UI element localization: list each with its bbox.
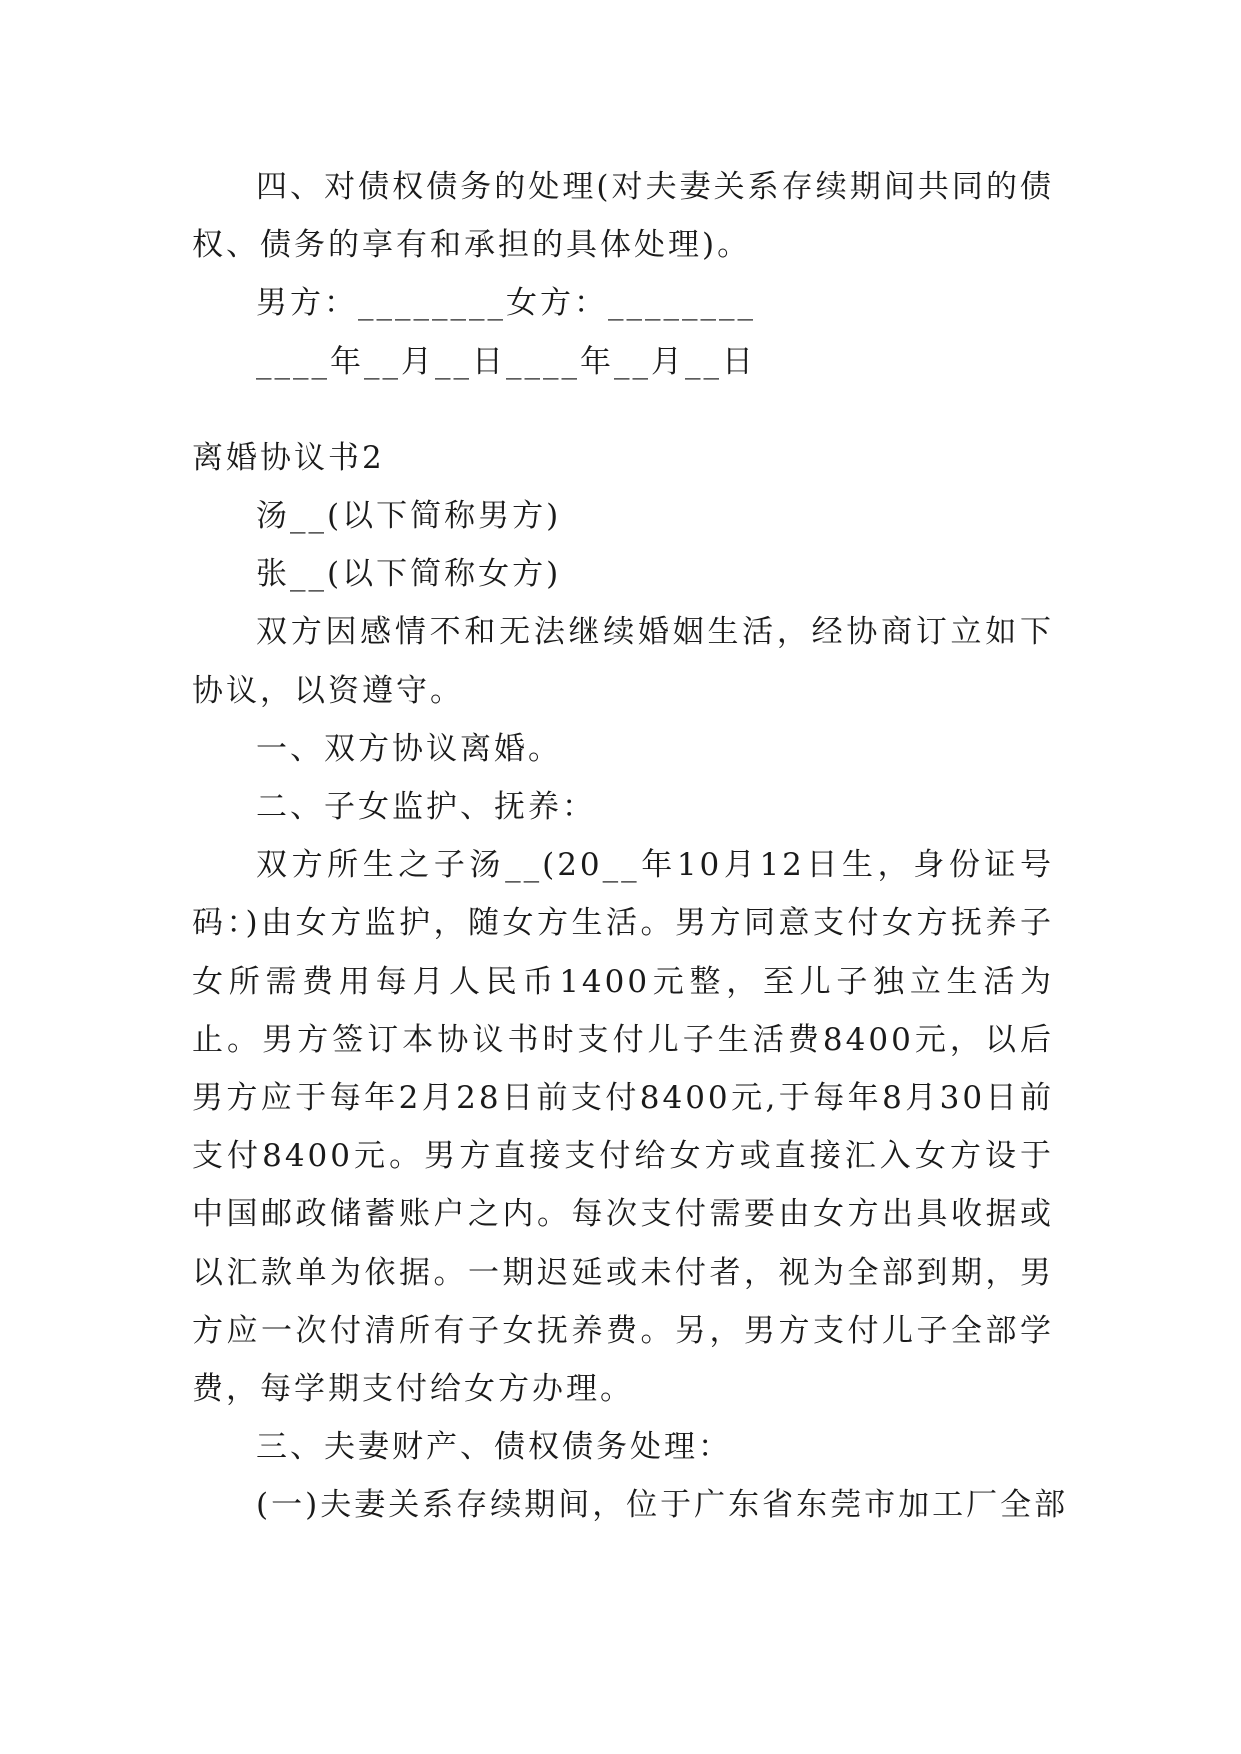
party-male: 汤__(以下简称男方) xyxy=(256,498,562,535)
section-four-heading: 四、对债权债务的处理(对夫妻关系存续期间共同的债权、债务的享有和承担的具体处理)。 xyxy=(192,169,1054,264)
section-gap xyxy=(192,391,1054,429)
document-title: 离婚协议书2 xyxy=(192,439,385,476)
preamble-paragraph: 双方因感情不和无法继续婚姻生活，经协商订立如下协议，以资遵守。 xyxy=(192,614,1054,709)
clause-two-body: 双方所生之子汤__(20__年10月12日生，身份证号码：)由女方监护，随女方生活。男方同意支付女方抚养子女所需费用每月人民币1400元整，至儿子独立生活为止。男方签订本协议书时支付儿子生活费8400元，以后男方应于每年2月28日前支付8400元,于每年8月30日前支付8400元。男方直接支付给女方或直接汇入女方设于中国邮政储蓄账户之内。每次支付需要由女方出具收据或以汇款单为依据。一期迟延或未付者，视为全部到期，男方应一次付清所有子女抚养费。另，男方支付儿子全部学费，每学期支付给女方办理。 xyxy=(192,847,1054,1408)
signature-line: 男方：________女方：________ xyxy=(256,285,756,322)
clause-one: 一、双方协议离婚。 xyxy=(256,730,562,767)
clause-two-heading: 二、子女监护、抚养： xyxy=(256,789,596,826)
clause-three-item-one: (一)夫妻关系存续期间，位于广东省东莞市加工厂全部 xyxy=(256,1487,1069,1524)
clause-three-heading: 三、夫妻财产、债权债务处理： xyxy=(256,1429,732,1466)
party-female: 张__(以下简称女方) xyxy=(256,556,562,593)
date-line: ____年__月__日____年__月__日 xyxy=(256,343,756,380)
document-page xyxy=(192,158,1069,1535)
